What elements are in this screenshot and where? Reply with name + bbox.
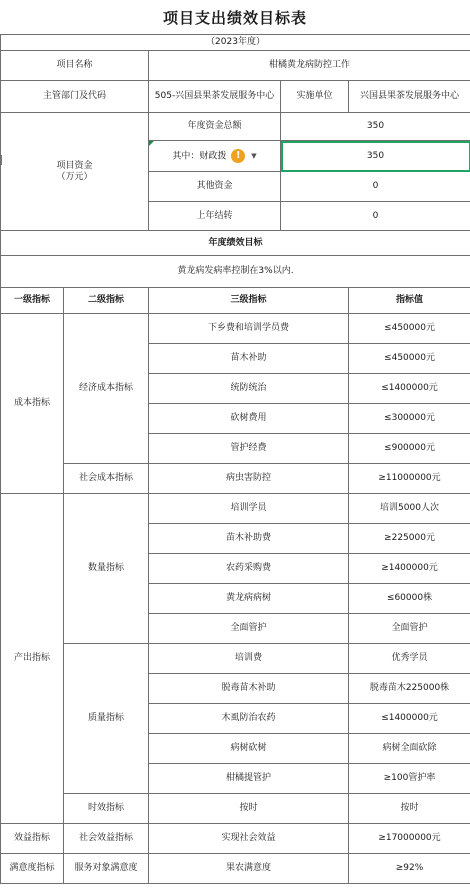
indicator-value[interactable]: ≥11000000元 [349,464,470,494]
indicator-value[interactable]: ≤60000株 [349,584,470,614]
warning-icon[interactable]: ! [231,149,245,163]
indicator-value[interactable]: ≥92% [349,854,470,884]
indicator-value[interactable]: ≥17000000元 [349,824,470,854]
project-name-value[interactable]: 柑橘黄龙病防控工作 [149,51,470,81]
level1-satisfaction[interactable]: 满意度指标 [1,854,64,884]
funds-row-value[interactable]: 0 [281,172,470,202]
indicator-name[interactable]: 下乡费和培训学员费 [149,314,349,344]
level2-social-benefit[interactable]: 社会效益指标 [64,824,149,854]
dropdown-caret-icon[interactable]: ▼ [251,151,257,160]
indicator-value[interactable]: ≤450000元 [349,344,470,374]
indicator-value[interactable]: ≥100管护率 [349,764,470,794]
funds-row-label[interactable]: 上年结转 [149,202,281,231]
indicator-name[interactable]: 管护经费 [149,434,349,464]
indicator-name[interactable]: 全面管护 [149,614,349,644]
header-level3[interactable]: 三级指标 [149,288,349,314]
indicator-value[interactable]: ≥225000元 [349,524,470,554]
indicator-value[interactable]: ≤900000元 [349,434,470,464]
funds-unit: （万元） [56,171,93,182]
indicator-value[interactable]: 优秀学员 [349,644,470,674]
indicator-name[interactable]: 苗木补助费 [149,524,349,554]
indicator-name[interactable]: 病树砍树 [149,734,349,764]
level1-benefit[interactable]: 效益指标 [1,824,64,854]
performance-table [0,34,470,884]
indicator-name[interactable]: 培训费 [149,644,349,674]
indicator-name[interactable]: 农药采购费 [149,554,349,584]
funds-row-label[interactable]: 年度资金总额 [149,113,281,141]
annual-goal-header[interactable]: 年度绩效目标 [1,231,470,256]
funds-row-label-text: 其中：财政拨 [172,151,227,162]
indicator-name[interactable]: 病虫害防控 [149,464,349,494]
funds-label: 项目资金 [56,161,93,172]
indicator-value[interactable]: ≤450000元 [349,314,470,344]
funds-row-label[interactable]: 其他资金 [149,172,281,202]
funds-row-value[interactable]: 350 [281,113,470,141]
header-level1[interactable]: 一级指标 [1,288,64,314]
indicator-value[interactable]: 按时 [349,794,470,824]
indicator-value[interactable]: 全面管护 [349,614,470,644]
indicator-value[interactable]: ≤1400000元 [349,374,470,404]
annual-goal-text[interactable]: 黄龙病发病率控制在3%以内. [1,256,470,288]
comment-marker [149,141,154,146]
year-cell[interactable]: （2023年度） [1,35,470,51]
level2-social-cost[interactable]: 社会成本指标 [64,464,149,494]
level1-output[interactable]: 产出指标 [1,494,64,824]
level1-cost[interactable]: 成本指标 [1,314,64,494]
level2-quantity[interactable]: 数量指标 [64,494,149,644]
level2-timeliness[interactable]: 时效指标 [64,794,149,824]
indicator-value[interactable]: ≥1400000元 [349,554,470,584]
level2-economic-cost[interactable]: 经济成本指标 [64,314,149,464]
funds-label-cell[interactable] [1,113,149,231]
dept-value[interactable]: 505-兴国县果茶发展服务中心 [149,81,281,113]
header-value[interactable]: 指标值 [349,288,470,314]
indicator-name[interactable]: 砍树费用 [149,404,349,434]
project-name-label[interactable]: 项目名称 [1,51,149,81]
indicator-name[interactable]: 按时 [149,794,349,824]
indicator-name[interactable]: 脱毒苗木补助 [149,674,349,704]
indicator-name[interactable]: 苗木补助 [149,344,349,374]
funds-row-value-text: 350 [366,150,385,161]
level2-quality[interactable]: 质量指标 [64,644,149,794]
dept-label[interactable]: 主管部门及代码 [1,81,149,113]
funds-row-value[interactable]: 0 [281,202,470,231]
indicator-name[interactable]: 木虱防治农药 [149,704,349,734]
indicator-value[interactable]: ≤300000元 [349,404,470,434]
indicator-name[interactable]: 果农满意度 [149,854,349,884]
funds-row-value-selected[interactable] [281,141,470,172]
header-level2[interactable]: 二级指标 [64,288,149,314]
impl-value[interactable]: 兴国县果茶发展服务中心 [349,81,470,113]
indicator-value[interactable]: 脱毒苗木225000株 [349,674,470,704]
indicator-value[interactable]: ≤1400000元 [349,704,470,734]
indicator-value[interactable]: 培训5000人次 [349,494,470,524]
indicator-name[interactable]: 培训学员 [149,494,349,524]
level2-service-satisfaction[interactable]: 服务对象满意度 [64,854,149,884]
indicator-name[interactable]: 柑橘提管护 [149,764,349,794]
indicator-name[interactable]: 实现社会效益 [149,824,349,854]
indicator-name[interactable]: 黄龙病病树 [149,584,349,614]
indicator-value[interactable]: 病树全面砍除 [349,734,470,764]
page-title: 项目支出绩效目标表 [162,8,307,27]
funds-row-label[interactable] [149,141,281,172]
indicator-name[interactable]: 统防统治 [149,374,349,404]
impl-label[interactable]: 实施单位 [281,81,349,113]
